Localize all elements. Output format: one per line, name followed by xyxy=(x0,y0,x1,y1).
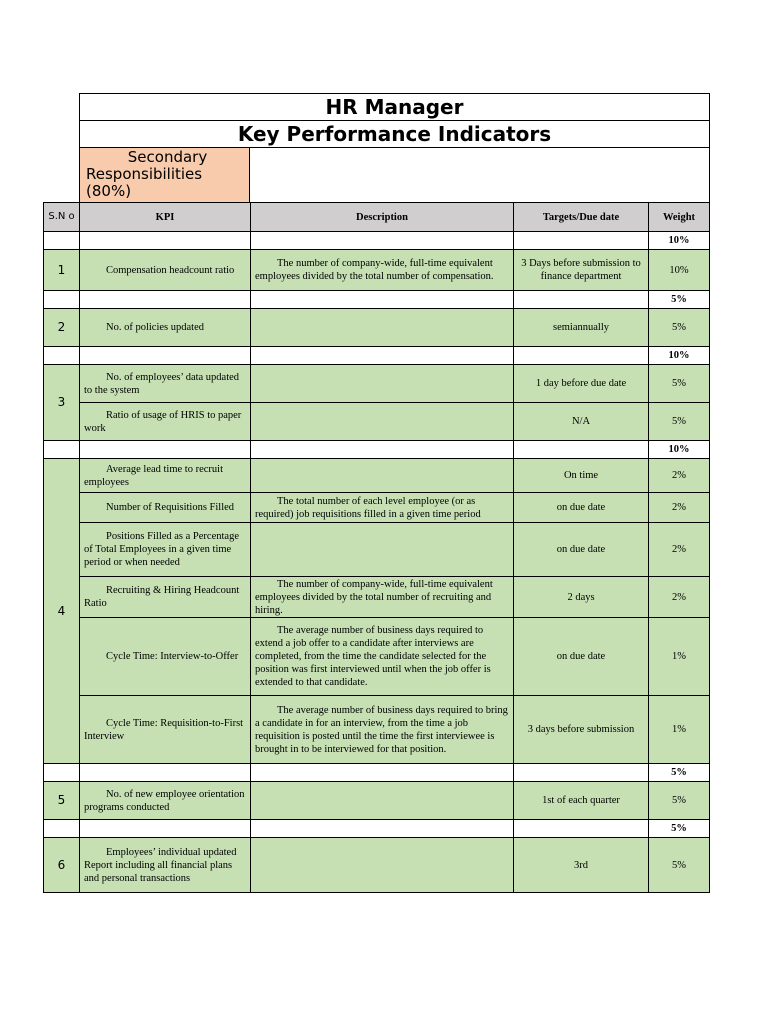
empty-cell xyxy=(80,291,251,309)
group-weight: 5% xyxy=(649,291,710,309)
kpi-target: N/A xyxy=(514,403,649,441)
col-header-description: Description xyxy=(251,203,514,232)
group-weight-row xyxy=(44,232,710,250)
kpi-target: 3rd xyxy=(514,838,649,893)
col-header-sno: S.N o xyxy=(44,203,80,232)
kpi-description: The total number of each level employee (or as required) job requisitions filled in a given time period xyxy=(251,493,514,523)
kpi-target: 1st of each quarter xyxy=(514,782,649,820)
section-row xyxy=(79,147,710,203)
serial-number: 1 xyxy=(44,250,80,291)
empty-cell xyxy=(514,232,649,250)
kpi-description xyxy=(251,523,514,577)
serial-number: 5 xyxy=(44,782,80,820)
kpi-name: Positions Filled as a Percentage of Total Employees in a given time period or when needed xyxy=(80,523,251,577)
kpi-description: The number of company-wide, full-time equivalent employees divided by the total number of recruiting and hiring. xyxy=(251,577,514,618)
empty-cell xyxy=(44,441,80,459)
kpi-description xyxy=(251,459,514,493)
kpi-weight: 5% xyxy=(649,309,710,347)
empty-cell xyxy=(514,291,649,309)
section-label: Secondary Responsibilities (80%) xyxy=(80,148,250,203)
empty-cell xyxy=(514,820,649,838)
group-weight: 10% xyxy=(649,347,710,365)
kpi-weight: 10% xyxy=(649,250,710,291)
empty-cell xyxy=(80,764,251,782)
empty-cell xyxy=(80,820,251,838)
kpi-target: 2 days xyxy=(514,577,649,618)
kpi-name: Recruiting & Hiring Headcount Ratio xyxy=(80,577,251,618)
kpi-name: No. of new employee orientation programs conducted xyxy=(80,782,251,820)
empty-cell xyxy=(514,441,649,459)
kpi-description: The number of company-wide, full-time equivalent employees divided by the total number of compensation. xyxy=(251,250,514,291)
col-header-kpi: KPI xyxy=(80,203,251,232)
kpi-name: Ratio of usage of HRIS to paper work xyxy=(80,403,251,441)
table-header-row xyxy=(44,203,710,232)
table-row xyxy=(44,250,710,291)
kpi-name: Average lead time to recruit employees xyxy=(80,459,251,493)
empty-cell xyxy=(514,347,649,365)
col-header-target: Targets/Due date xyxy=(514,203,649,232)
table-row xyxy=(44,838,710,893)
empty-cell xyxy=(80,232,251,250)
kpi-description xyxy=(251,403,514,441)
kpi-weight: 2% xyxy=(649,523,710,577)
empty-cell xyxy=(251,764,514,782)
empty-cell xyxy=(44,291,80,309)
kpi-target: 3 days before submission xyxy=(514,696,649,764)
table-row xyxy=(44,493,710,523)
empty-cell xyxy=(44,232,80,250)
empty-cell xyxy=(251,820,514,838)
kpi-name: Cycle Time: Interview-to-Offer xyxy=(80,618,251,696)
kpi-table xyxy=(43,202,710,893)
table-row xyxy=(44,309,710,347)
kpi-weight: 5% xyxy=(649,365,710,403)
kpi-name: No. of employees’ data updated to the system xyxy=(80,365,251,403)
empty-cell xyxy=(80,441,251,459)
page-subtitle: Key Performance Indicators xyxy=(79,120,710,148)
group-weight: 5% xyxy=(649,820,710,838)
empty-cell xyxy=(251,232,514,250)
table-row xyxy=(44,459,710,493)
kpi-weight: 5% xyxy=(649,838,710,893)
empty-cell xyxy=(251,291,514,309)
kpi-target: 1 day before due date xyxy=(514,365,649,403)
table-row xyxy=(44,696,710,764)
kpi-target: on due date xyxy=(514,618,649,696)
group-weight-row xyxy=(44,820,710,838)
kpi-weight: 5% xyxy=(649,782,710,820)
group-weight-row xyxy=(44,347,710,365)
empty-cell xyxy=(80,347,251,365)
kpi-weight: 2% xyxy=(649,577,710,618)
kpi-target: on due date xyxy=(514,523,649,577)
kpi-weight: 2% xyxy=(649,459,710,493)
table-row xyxy=(44,523,710,577)
table-row xyxy=(44,403,710,441)
empty-cell xyxy=(251,347,514,365)
serial-number: 4 xyxy=(44,459,80,764)
table-row xyxy=(44,577,710,618)
group-weight-row xyxy=(44,441,710,459)
table-row xyxy=(44,365,710,403)
kpi-target: on due date xyxy=(514,493,649,523)
kpi-description: The average number of business days required to extend a job offer to a candidate after interviews are completed, from the time the candidate selected for the position was first interviewed until when the job offer is extended to that candidate. xyxy=(251,618,514,696)
empty-cell xyxy=(251,441,514,459)
col-header-weight: Weight xyxy=(649,203,710,232)
table-row xyxy=(44,782,710,820)
kpi-name: Number of Requisitions Filled xyxy=(80,493,251,523)
group-weight-row xyxy=(44,291,710,309)
kpi-description xyxy=(251,782,514,820)
table-row xyxy=(44,618,710,696)
kpi-weight: 1% xyxy=(649,618,710,696)
group-weight: 5% xyxy=(649,764,710,782)
kpi-weight: 5% xyxy=(649,403,710,441)
group-weight-row xyxy=(44,764,710,782)
kpi-description: The average number of business days required to bring a candidate in for an interview, from the time a job requisition is posted until the time the first interviewee is brought in to be interviewed for that position. xyxy=(251,696,514,764)
kpi-name: Employees’ individual updated Report including all financial plans and personal transactions xyxy=(80,838,251,893)
empty-cell xyxy=(44,820,80,838)
kpi-target: semiannually xyxy=(514,309,649,347)
empty-cell xyxy=(514,764,649,782)
group-weight: 10% xyxy=(649,441,710,459)
serial-number: 6 xyxy=(44,838,80,893)
serial-number: 3 xyxy=(44,365,80,441)
kpi-description xyxy=(251,365,514,403)
kpi-target: On time xyxy=(514,459,649,493)
kpi-description xyxy=(251,309,514,347)
empty-cell xyxy=(44,347,80,365)
kpi-target: 3 Days before submission to finance department xyxy=(514,250,649,291)
kpi-weight: 1% xyxy=(649,696,710,764)
kpi-name: Compensation headcount ratio xyxy=(80,250,251,291)
kpi-name: No. of policies updated xyxy=(80,309,251,347)
serial-number: 2 xyxy=(44,309,80,347)
group-weight: 10% xyxy=(649,232,710,250)
kpi-name: Cycle Time: Requisition-to-First Interview xyxy=(80,696,251,764)
kpi-weight: 2% xyxy=(649,493,710,523)
empty-cell xyxy=(44,764,80,782)
page-title: HR Manager xyxy=(79,93,710,121)
kpi-description xyxy=(251,838,514,893)
